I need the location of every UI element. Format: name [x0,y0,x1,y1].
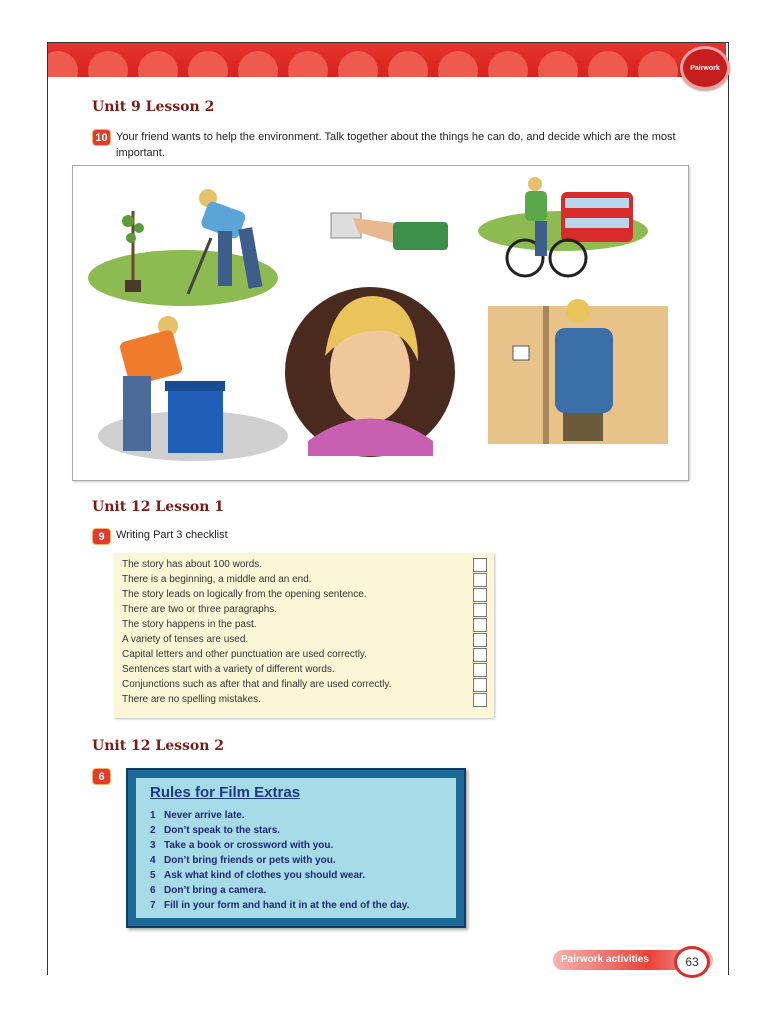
checkbox[interactable] [473,588,487,602]
footer-section-label: Pairwork activities [553,950,713,970]
rule-item: 7 Fill in your form and hand it in at the end of the day. [150,900,410,911]
checkbox[interactable] [473,648,487,662]
checklist-item: There are two or three paragraphs. [122,602,487,617]
checklist-item: The story has about 100 words. [122,557,487,572]
checkbox[interactable] [473,558,487,572]
checkbox[interactable] [473,603,487,617]
page-number: 63 [674,946,710,978]
exercise-instruction: Your friend wants to help the environment. Talk together about the things he can do, and decide which are the most important. [116,131,676,159]
checklist-item: There are no spelling mistakes. [122,692,487,707]
pairwork-badge: Pairwork [680,46,730,90]
checklist-item: A variety of tenses are used. [122,632,487,647]
checklist-item: There is a beginning, a middle and an end. [122,572,487,587]
unit-12-lesson-1-heading: Unit 12 Lesson 1 [92,499,225,515]
checkbox[interactable] [473,663,487,677]
rule-item: 3 Take a book or crossword with you. [150,840,334,851]
rule-item: 6 Don’t bring a camera. [150,885,267,896]
rule-item: 1 Never arrive late. [150,810,245,821]
tree-planting-illustration [88,189,278,306]
exercise-number-badge: 9 [92,528,111,545]
unit-12-lesson-2-heading: Unit 12 Lesson 2 [92,738,225,754]
checklist-item: Conjunctions such as after that and finally are used correctly. [122,677,487,692]
checkbox[interactable] [473,573,487,587]
checkbox[interactable] [473,678,487,692]
recycling-illustration [98,316,288,461]
checklist-item: Capital letters and other punctuation are used correctly. [122,647,487,662]
boy-portrait-illustration [285,287,455,457]
rule-item: 2 Don’t speak to the stars. [150,825,281,836]
rules-title: Rules for Film Extras [150,784,301,801]
rule-item: 4 Don’t bring friends or pets with you. [150,855,336,866]
exercise-number-badge: 10 [92,129,111,146]
header-banner [48,43,726,77]
checkbox[interactable] [473,618,487,632]
checklist-item: Sentences start with a variety of different words. [122,662,487,677]
film-extras-rules-card [126,768,466,928]
exercise-number-badge: 6 [92,768,111,785]
checklist-item: The story leads on logically from the opening sentence. [122,587,487,602]
checkbox[interactable] [473,693,487,707]
unit-9-lesson-2-heading: Unit 9 Lesson 2 [92,99,215,115]
light-switch-illustration [331,213,448,250]
checklist-title: Writing Part 3 checklist [116,529,228,541]
checkbox[interactable] [473,633,487,647]
checklist-item: The story happens in the past. [122,617,487,632]
switch-off-light-illustration [488,299,668,444]
environment-illustration [72,165,689,481]
writing-checklist [114,553,494,718]
cycling-bus-illustration [478,177,648,276]
rule-item: 5 Ask what kind of clothes you should wear. [150,870,366,881]
